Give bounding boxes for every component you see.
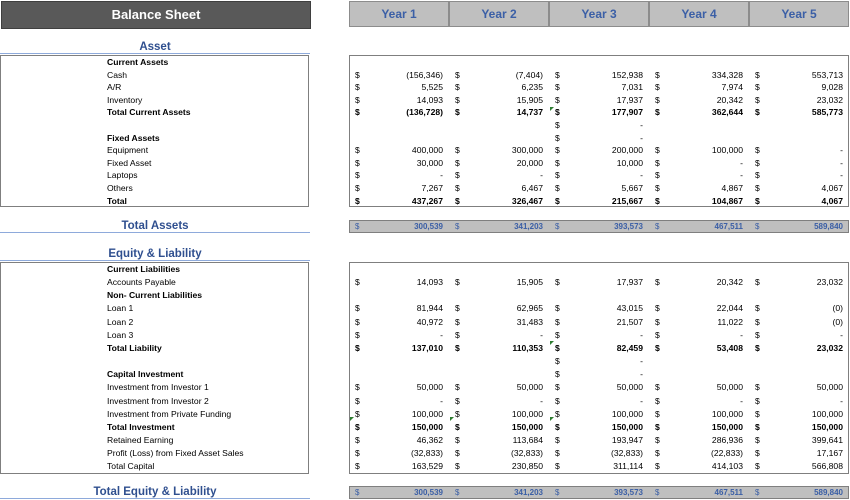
cell-value: 82,459	[616, 342, 643, 353]
currency-symbol: $	[555, 195, 560, 206]
cell-value: (32,833)	[510, 448, 543, 459]
currency-symbol: $	[755, 157, 760, 168]
currency-symbol: $	[655, 421, 660, 432]
cell-value: 40,972	[416, 316, 443, 327]
currency-symbol: $	[655, 277, 660, 288]
cell-value: (32,833)	[610, 448, 643, 459]
currency-symbol: $	[555, 434, 560, 445]
cell-value: 5,525	[421, 82, 443, 93]
equity-section-title: Equity & Liability	[0, 248, 310, 261]
currency-symbol: $	[355, 222, 360, 231]
total-value: 300,539	[414, 488, 443, 497]
currency-symbol: $	[455, 157, 460, 168]
cell-value: 100,000	[711, 408, 743, 419]
currency-symbol: $	[355, 94, 360, 105]
cell-value: 4,867	[721, 183, 743, 193]
cell-value: 23,032	[816, 94, 843, 105]
currency-symbol: $	[755, 277, 760, 288]
currency-symbol: $	[355, 329, 360, 340]
currency-symbol: $	[455, 461, 460, 472]
row-label: Equipment	[107, 145, 149, 156]
cell-value: 5,667	[621, 183, 643, 193]
currency-symbol: $	[355, 277, 360, 288]
cell-value: 20,000	[516, 157, 543, 168]
cell-value: 163,529	[411, 461, 443, 472]
currency-symbol: $	[755, 329, 760, 340]
cell-value: 113,684	[512, 434, 543, 445]
currency-symbol: $	[555, 107, 560, 118]
cell-value: 10,000	[616, 157, 643, 168]
currency-symbol: $	[555, 488, 560, 497]
currency-symbol: $	[355, 382, 360, 393]
currency-symbol: $	[655, 342, 660, 353]
currency-symbol: $	[655, 329, 660, 340]
total-value: 341,203	[514, 222, 543, 231]
cell-value: 7,031	[621, 82, 643, 93]
cell-value: 20,342	[716, 94, 743, 105]
cell-value: 100,000	[611, 408, 643, 419]
cell-value: (0)	[832, 316, 843, 327]
cell-value: 50,000	[716, 382, 743, 393]
currency-symbol: $	[355, 488, 360, 497]
currency-symbol: $	[355, 434, 360, 445]
cell-value: 14,093	[416, 94, 443, 105]
cell-value: 7,267	[421, 183, 443, 193]
cell-value: -	[840, 170, 843, 181]
total-value: 300,539	[414, 222, 443, 231]
currency-symbol: $	[555, 69, 560, 80]
cell-indicator-icon	[350, 417, 354, 421]
cell-value: 150,000	[811, 421, 843, 432]
cell-value: 14,737	[516, 107, 543, 118]
row-label: Current Assets	[107, 57, 169, 67]
total-assets-label: Total Assets	[0, 220, 310, 233]
currency-symbol: $	[655, 316, 660, 327]
currency-symbol: $	[655, 94, 660, 105]
currency-symbol: $	[555, 448, 560, 459]
cell-value: -	[440, 395, 443, 406]
currency-symbol: $	[455, 395, 460, 406]
currency-symbol: $	[355, 170, 360, 181]
cell-value: 400,000	[411, 145, 443, 156]
currency-symbol: $	[355, 69, 360, 80]
currency-symbol: $	[355, 461, 360, 472]
cell-value: 53,408	[716, 342, 743, 353]
cell-value: 553,713	[811, 69, 843, 80]
currency-symbol: $	[755, 195, 760, 206]
cell-value: 200,000	[611, 145, 643, 156]
cell-value: 100,000	[711, 145, 743, 156]
cell-value: 100,000	[411, 408, 443, 419]
currency-symbol: $	[755, 94, 760, 105]
currency-symbol: $	[455, 277, 460, 288]
row-label: Investment from Investor 2	[107, 395, 209, 406]
row-label: Loan 2	[107, 316, 134, 327]
currency-symbol: $	[755, 448, 760, 459]
currency-symbol: $	[355, 448, 360, 459]
currency-symbol: $	[355, 183, 360, 193]
cell-value: -	[540, 395, 543, 406]
cell-value: 46,362	[416, 434, 443, 445]
currency-symbol: $	[655, 303, 660, 314]
cell-value: 152,938	[611, 69, 643, 80]
currency-symbol: $	[755, 222, 760, 231]
year-header-5: Year 5	[749, 1, 849, 27]
currency-symbol: $	[455, 488, 460, 497]
currency-symbol: $	[555, 157, 560, 168]
cell-value: 50,000	[616, 382, 643, 393]
asset-section-title: Asset	[0, 41, 310, 54]
currency-symbol: $	[655, 82, 660, 93]
currency-symbol: $	[355, 195, 360, 206]
cell-value: -	[640, 132, 643, 143]
total-value: 589,840	[814, 488, 843, 497]
currency-symbol: $	[555, 356, 560, 367]
cell-value: 14,093	[416, 277, 443, 288]
currency-symbol: $	[455, 69, 460, 80]
total-value: 393,573	[614, 222, 643, 231]
currency-symbol: $	[755, 488, 760, 497]
currency-symbol: $	[655, 434, 660, 445]
currency-symbol: $	[455, 222, 460, 231]
cell-value: -	[740, 329, 743, 340]
row-label: Cash	[107, 69, 128, 80]
currency-symbol: $	[555, 395, 560, 406]
currency-symbol: $	[455, 82, 460, 93]
row-label: Laptops	[107, 170, 138, 181]
currency-symbol: $	[455, 94, 460, 105]
currency-symbol: $	[555, 277, 560, 288]
currency-symbol: $	[455, 316, 460, 327]
cell-value: -	[840, 329, 843, 340]
total-value: 467,511	[714, 222, 743, 231]
currency-symbol: $	[555, 183, 560, 193]
currency-symbol: $	[555, 408, 560, 419]
cell-value: 17,937	[616, 94, 643, 105]
currency-symbol: $	[355, 157, 360, 168]
currency-symbol: $	[555, 222, 560, 231]
currency-symbol: $	[555, 145, 560, 156]
cell-value: 15,905	[516, 94, 543, 105]
row-label: Total Liability	[107, 342, 162, 353]
currency-symbol: $	[355, 107, 360, 118]
currency-symbol: $	[655, 107, 660, 118]
row-label: Capital Investment	[107, 369, 184, 380]
row-label: Profit (Loss) from Fixed Asset Sales	[107, 448, 244, 459]
cell-value: (7,404)	[515, 69, 543, 80]
currency-symbol: $	[455, 170, 460, 181]
cell-value: 104,867	[711, 195, 743, 206]
currency-symbol: $	[455, 421, 460, 432]
currency-symbol: $	[355, 145, 360, 156]
currency-symbol: $	[755, 342, 760, 353]
currency-symbol: $	[455, 408, 460, 419]
currency-symbol: $	[455, 303, 460, 314]
currency-symbol: $	[555, 369, 560, 380]
cell-indicator-icon	[550, 341, 554, 345]
currency-symbol: $	[455, 195, 460, 206]
currency-symbol: $	[355, 342, 360, 353]
currency-symbol: $	[355, 303, 360, 314]
cell-value: -	[540, 170, 543, 181]
row-label: Investment from Investor 1	[107, 382, 209, 393]
cell-value: 4,067	[821, 183, 843, 193]
currency-symbol: $	[755, 382, 760, 393]
currency-symbol: $	[555, 421, 560, 432]
row-label: Non- Current Liabilities	[107, 290, 203, 301]
cell-value: 437,267	[411, 195, 443, 206]
currency-symbol: $	[455, 434, 460, 445]
currency-symbol: $	[555, 120, 560, 130]
currency-symbol: $	[355, 408, 360, 419]
cell-value: 286,936	[711, 434, 743, 445]
cell-value: 22,044	[716, 303, 743, 314]
currency-symbol: $	[655, 382, 660, 393]
cell-value: -	[740, 395, 743, 406]
cell-value: 326,467	[511, 195, 543, 206]
cell-value: 23,032	[816, 342, 843, 353]
cell-value: 311,114	[613, 461, 643, 472]
currency-symbol: $	[755, 170, 760, 181]
currency-symbol: $	[355, 421, 360, 432]
currency-symbol: $	[355, 316, 360, 327]
cell-value: 110,353	[512, 342, 543, 353]
cell-value: -	[440, 329, 443, 340]
currency-symbol: $	[655, 69, 660, 80]
cell-value: (136,728)	[406, 107, 443, 118]
row-label: Inventory	[107, 94, 143, 105]
currency-symbol: $	[755, 303, 760, 314]
cell-value: 20,342	[716, 277, 743, 288]
cell-value: 215,667	[611, 195, 643, 206]
cell-value: 150,000	[611, 421, 643, 432]
cell-value: (0)	[832, 303, 843, 314]
row-label: Retained Earning	[107, 434, 174, 445]
currency-symbol: $	[655, 222, 660, 231]
year-header-2: Year 2	[449, 1, 549, 27]
cell-value: 177,907	[611, 107, 643, 118]
cell-value: 300,000	[511, 145, 543, 156]
currency-symbol: $	[555, 303, 560, 314]
total-value: 393,573	[614, 488, 643, 497]
row-label: Investment from Private Funding	[107, 408, 232, 419]
cell-value: 43,015	[616, 303, 643, 314]
currency-symbol: $	[755, 183, 760, 193]
row-label: Total Capital	[107, 461, 155, 472]
currency-symbol: $	[655, 145, 660, 156]
total-value: 467,511	[714, 488, 743, 497]
cell-value: -	[840, 157, 843, 168]
currency-symbol: $	[455, 448, 460, 459]
row-label: Current Liabilities	[107, 264, 181, 274]
cell-value: 566,808	[811, 461, 843, 472]
currency-symbol: $	[655, 488, 660, 497]
currency-symbol: $	[355, 395, 360, 406]
currency-symbol: $	[755, 461, 760, 472]
currency-symbol: $	[555, 132, 560, 143]
cell-value: 137,010	[411, 342, 443, 353]
cell-value: 230,850	[511, 461, 543, 472]
currency-symbol: $	[555, 461, 560, 472]
cell-value: 100,000	[811, 408, 843, 419]
row-label: A/R	[107, 82, 122, 93]
cell-value: 7,974	[721, 82, 743, 93]
cell-value: 334,328	[711, 69, 743, 80]
row-label: Total Current Assets	[107, 107, 191, 118]
year-header-4: Year 4	[649, 1, 749, 27]
cell-value: 9,028	[821, 82, 843, 93]
sheet-title: Balance Sheet	[1, 1, 311, 29]
row-label: Fixed Asset	[107, 157, 152, 168]
cell-value: 21,507	[616, 316, 643, 327]
currency-symbol: $	[655, 461, 660, 472]
currency-symbol: $	[655, 195, 660, 206]
cell-value: 6,235	[521, 82, 543, 93]
cell-value: 150,000	[511, 421, 543, 432]
cell-value: 585,773	[811, 107, 843, 118]
cell-value: 50,000	[516, 382, 543, 393]
row-label: Total Investment	[107, 421, 175, 432]
cell-value: 81,944	[416, 303, 443, 314]
row-label: Loan 1	[107, 303, 134, 314]
cell-value: -	[640, 369, 643, 380]
cell-value: 50,000	[416, 382, 443, 393]
cell-value: -	[740, 170, 743, 181]
currency-symbol: $	[655, 170, 660, 181]
currency-symbol: $	[655, 448, 660, 459]
total-value: 589,840	[814, 222, 843, 231]
cell-value: -	[540, 329, 543, 340]
cell-value: 414,103	[711, 461, 743, 472]
currency-symbol: $	[755, 395, 760, 406]
row-label: Accounts Payable	[107, 277, 176, 288]
cell-value: 17,937	[616, 277, 643, 288]
currency-symbol: $	[555, 94, 560, 105]
currency-symbol: $	[355, 82, 360, 93]
row-label: Total	[107, 195, 127, 206]
cell-value: (32,833)	[410, 448, 443, 459]
currency-symbol: $	[755, 69, 760, 80]
currency-symbol: $	[455, 342, 460, 353]
total-value: 341,203	[514, 488, 543, 497]
cell-value: -	[640, 170, 643, 181]
cell-value: 31,483	[516, 316, 543, 327]
currency-symbol: $	[755, 145, 760, 156]
currency-symbol: $	[755, 107, 760, 118]
cell-indicator-icon	[550, 107, 554, 111]
year-header-3: Year 3	[549, 1, 649, 27]
currency-symbol: $	[455, 145, 460, 156]
row-label: Loan 3	[107, 329, 134, 340]
year-header-1: Year 1	[349, 1, 449, 27]
cell-value: (156,346)	[406, 69, 443, 80]
currency-symbol: $	[455, 329, 460, 340]
cell-value: 362,644	[711, 107, 743, 118]
currency-symbol: $	[555, 382, 560, 393]
cell-value: -	[840, 145, 843, 156]
row-label: Fixed Assets	[107, 132, 160, 143]
currency-symbol: $	[755, 316, 760, 327]
cell-value: -	[740, 157, 743, 168]
cell-indicator-icon	[550, 417, 554, 421]
currency-symbol: $	[455, 382, 460, 393]
cell-value: 23,032	[816, 277, 843, 288]
cell-value: (22,833)	[710, 448, 743, 459]
currency-symbol: $	[655, 183, 660, 193]
cell-value: 62,965	[516, 303, 543, 314]
currency-symbol: $	[555, 316, 560, 327]
cell-value: 15,905	[516, 277, 543, 288]
cell-value: -	[640, 329, 643, 340]
cell-value: 150,000	[711, 421, 743, 432]
currency-symbol: $	[655, 408, 660, 419]
cell-value: 11,022	[717, 316, 743, 327]
cell-indicator-icon	[450, 417, 454, 421]
cell-value: 399,641	[811, 434, 843, 445]
currency-symbol: $	[655, 395, 660, 406]
cell-value: -	[840, 395, 843, 406]
currency-symbol: $	[655, 157, 660, 168]
cell-value: -	[640, 120, 643, 130]
cell-value: 100,000	[511, 408, 543, 419]
cell-value: 30,000	[416, 157, 443, 168]
total-equity-label: Total Equity & Liability	[0, 486, 310, 499]
currency-symbol: $	[755, 421, 760, 432]
cell-value: 50,000	[816, 382, 843, 393]
currency-symbol: $	[555, 82, 560, 93]
cell-value: -	[640, 395, 643, 406]
cell-value: 193,947	[611, 434, 643, 445]
currency-symbol: $	[555, 170, 560, 181]
currency-symbol: $	[755, 82, 760, 93]
currency-symbol: $	[455, 107, 460, 118]
cell-value: 6,467	[521, 183, 543, 193]
row-label: Others	[107, 183, 133, 193]
currency-symbol: $	[555, 329, 560, 340]
currency-symbol: $	[755, 434, 760, 445]
cell-value: 17,167	[816, 448, 843, 459]
cell-value: -	[640, 356, 643, 367]
cell-value: 4,067	[821, 195, 843, 206]
cell-value: 150,000	[411, 421, 443, 432]
currency-symbol: $	[455, 183, 460, 193]
cell-value: -	[440, 170, 443, 181]
currency-symbol: $	[755, 408, 760, 419]
currency-symbol: $	[555, 342, 560, 353]
